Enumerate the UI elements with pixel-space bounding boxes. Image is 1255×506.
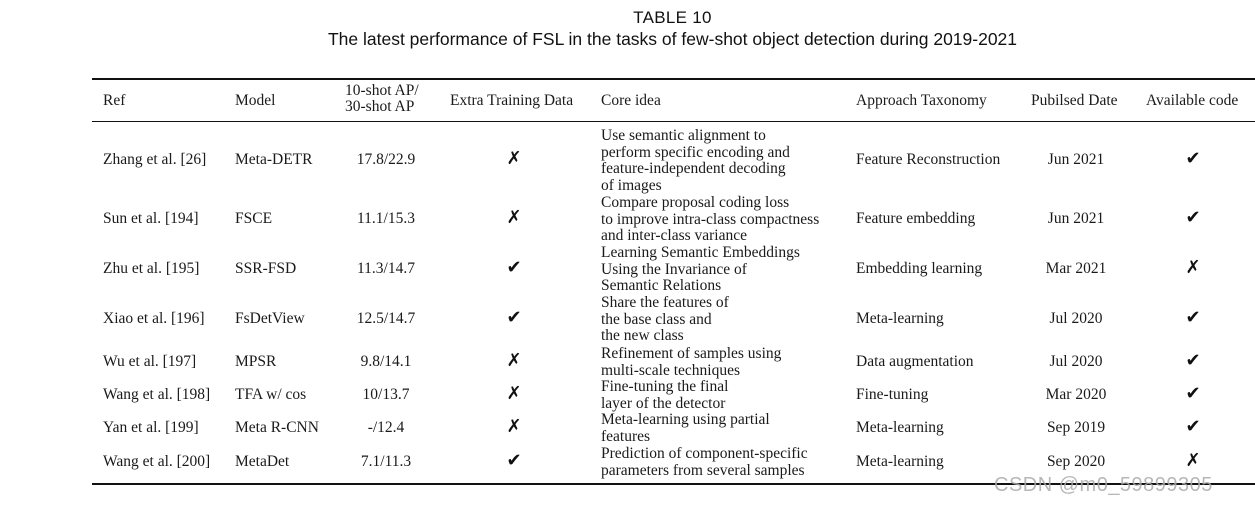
cell-ref: Zhang et al. [26] — [103, 151, 207, 168]
cell-ap: -/12.4 — [367, 419, 405, 436]
cell-date: Sep 2019 — [1046, 419, 1106, 436]
cell-taxonomy: Feature Reconstruction — [856, 151, 1001, 168]
cell-model: FsDetView — [235, 310, 305, 327]
cell-code: ✔ — [1185, 383, 1201, 404]
header-ap — [345, 83, 419, 115]
cell-code: ✔ — [1185, 148, 1201, 169]
cell-core-idea-line: the new class — [601, 327, 684, 345]
cell-core-idea-line: Use semantic alignment to — [601, 127, 766, 144]
cell-date: Jul 2020 — [1049, 353, 1103, 370]
header-core-idea: Core idea — [601, 92, 661, 109]
header-model: Model — [235, 92, 276, 109]
cell-date: Jun 2021 — [1047, 210, 1105, 227]
cell-date: Mar 2021 — [1045, 260, 1107, 277]
cell-model: MPSR — [235, 353, 277, 370]
header-ref: Ref — [103, 92, 126, 109]
cell-core-idea-line: features — [601, 427, 651, 445]
cell-taxonomy: Data augmentation — [856, 353, 974, 370]
cell-extra-data: ✗ — [506, 350, 522, 371]
cell-core-idea-line: Compare proposal coding loss — [601, 194, 790, 211]
cell-core-idea-line: Learning Semantic Embeddings — [601, 244, 800, 261]
cell-core-idea-line: layer of the detector — [601, 394, 726, 412]
cell-model: Meta-DETR — [235, 151, 313, 168]
cell-core-idea-line: parameters from several samples — [601, 461, 805, 479]
cell-core-idea-line: and inter-class variance — [601, 227, 748, 245]
cell-core-idea-line: feature-independent decoding — [601, 160, 786, 178]
cell-code: ✔ — [1185, 350, 1201, 371]
cell-code: ✔ — [1185, 416, 1201, 437]
cell-ref: Sun et al. [194] — [103, 210, 199, 227]
cell-core-idea-line: Fine-tuning the final — [601, 378, 729, 395]
cell-code: ✔ — [1185, 207, 1201, 228]
cell-code: ✔ — [1185, 307, 1201, 328]
cell-extra-data: ✗ — [506, 207, 522, 228]
cell-core-idea-line: Share the features of — [601, 294, 729, 311]
cell-extra-data: ✗ — [506, 148, 522, 169]
cell-extra-data: ✔ — [506, 450, 522, 471]
cell-core-idea-line: to improve intra-class compactness — [601, 210, 820, 228]
cell-model: FSCE — [235, 210, 273, 227]
cell-ref: Wang et al. [200] — [103, 453, 211, 470]
cell-ap: 11.3/14.7 — [357, 260, 415, 277]
cell-taxonomy: Embedding learning — [856, 260, 983, 277]
cell-ap: 12.5/14.7 — [356, 310, 416, 327]
cell-date: Sep 2020 — [1046, 453, 1106, 470]
cell-ref: Yan et al. [199] — [103, 419, 199, 436]
header-extra-data: Extra Training Data — [450, 92, 574, 109]
cell-ref: Wang et al. [198] — [103, 386, 211, 403]
cell-core-idea-line: of images — [601, 176, 662, 194]
cell-taxonomy: Meta-learning — [856, 419, 944, 436]
cell-ap: 10/13.7 — [362, 386, 410, 403]
cell-core-idea-line: the base class and — [601, 310, 712, 328]
header-ap-line1: 10-shot AP/ — [345, 82, 419, 99]
cell-ap: 17.8/22.9 — [356, 151, 416, 168]
header-date: Pubilsed Date — [1031, 92, 1118, 109]
header-rule — [92, 121, 1255, 122]
watermark: CSDN @m0_59899305 — [994, 474, 1213, 496]
cell-extra-data: ✔ — [506, 307, 522, 328]
cell-code: ✗ — [1185, 257, 1201, 278]
cell-taxonomy: Feature embedding — [856, 210, 976, 227]
cell-model: SSR-FSD — [235, 260, 297, 277]
cell-model: TFA w/ cos — [235, 386, 307, 403]
cell-core-idea-line: multi-scale techniques — [601, 361, 741, 379]
cell-ref: Zhu et al. [195] — [103, 260, 200, 277]
cell-ref: Xiao et al. [196] — [103, 310, 205, 327]
cell-date: Mar 2020 — [1045, 386, 1107, 403]
cell-extra-data: ✔ — [506, 257, 522, 278]
cell-core-idea-line: Meta-learning using partial — [601, 411, 770, 428]
cell-ap: 7.1/11.3 — [360, 453, 412, 470]
table-title: The latest performance of FSL in the tasks of few-shot object detection during 2019-2021 — [327, 29, 1018, 49]
cell-ap: 11.1/15.3 — [357, 210, 415, 227]
top-rule — [92, 78, 1255, 80]
cell-ap: 9.8/14.1 — [360, 353, 412, 370]
cell-ref: Wu et al. [197] — [103, 353, 197, 370]
cell-extra-data: ✗ — [506, 416, 522, 437]
cell-extra-data: ✗ — [506, 383, 522, 404]
cell-code: ✗ — [1185, 450, 1201, 471]
cell-core-idea-line: perform specific encoding and — [601, 143, 790, 161]
cell-core-idea-line: Semantic Relations — [601, 277, 722, 295]
cell-taxonomy: Meta-learning — [856, 453, 944, 470]
cell-taxonomy: Fine-tuning — [856, 386, 929, 403]
cell-taxonomy: Meta-learning — [856, 310, 944, 327]
cell-core-idea-line: Using the Invariance of — [601, 260, 747, 278]
header-ap-line2: 30-shot AP — [345, 98, 415, 115]
cell-date: Jul 2020 — [1049, 310, 1103, 327]
header-taxonomy: Approach Taxonomy — [856, 92, 987, 109]
cell-core-idea-line: Prediction of component-specific — [601, 445, 808, 462]
cell-core-idea-line: Refinement of samples using — [601, 345, 782, 362]
cell-date: Jun 2021 — [1047, 151, 1105, 168]
cell-model: MetaDet — [235, 453, 290, 470]
table-label: TABLE 10 — [633, 8, 712, 27]
header-code: Available code — [1146, 92, 1239, 109]
cell-model: Meta R-CNN — [235, 419, 319, 436]
